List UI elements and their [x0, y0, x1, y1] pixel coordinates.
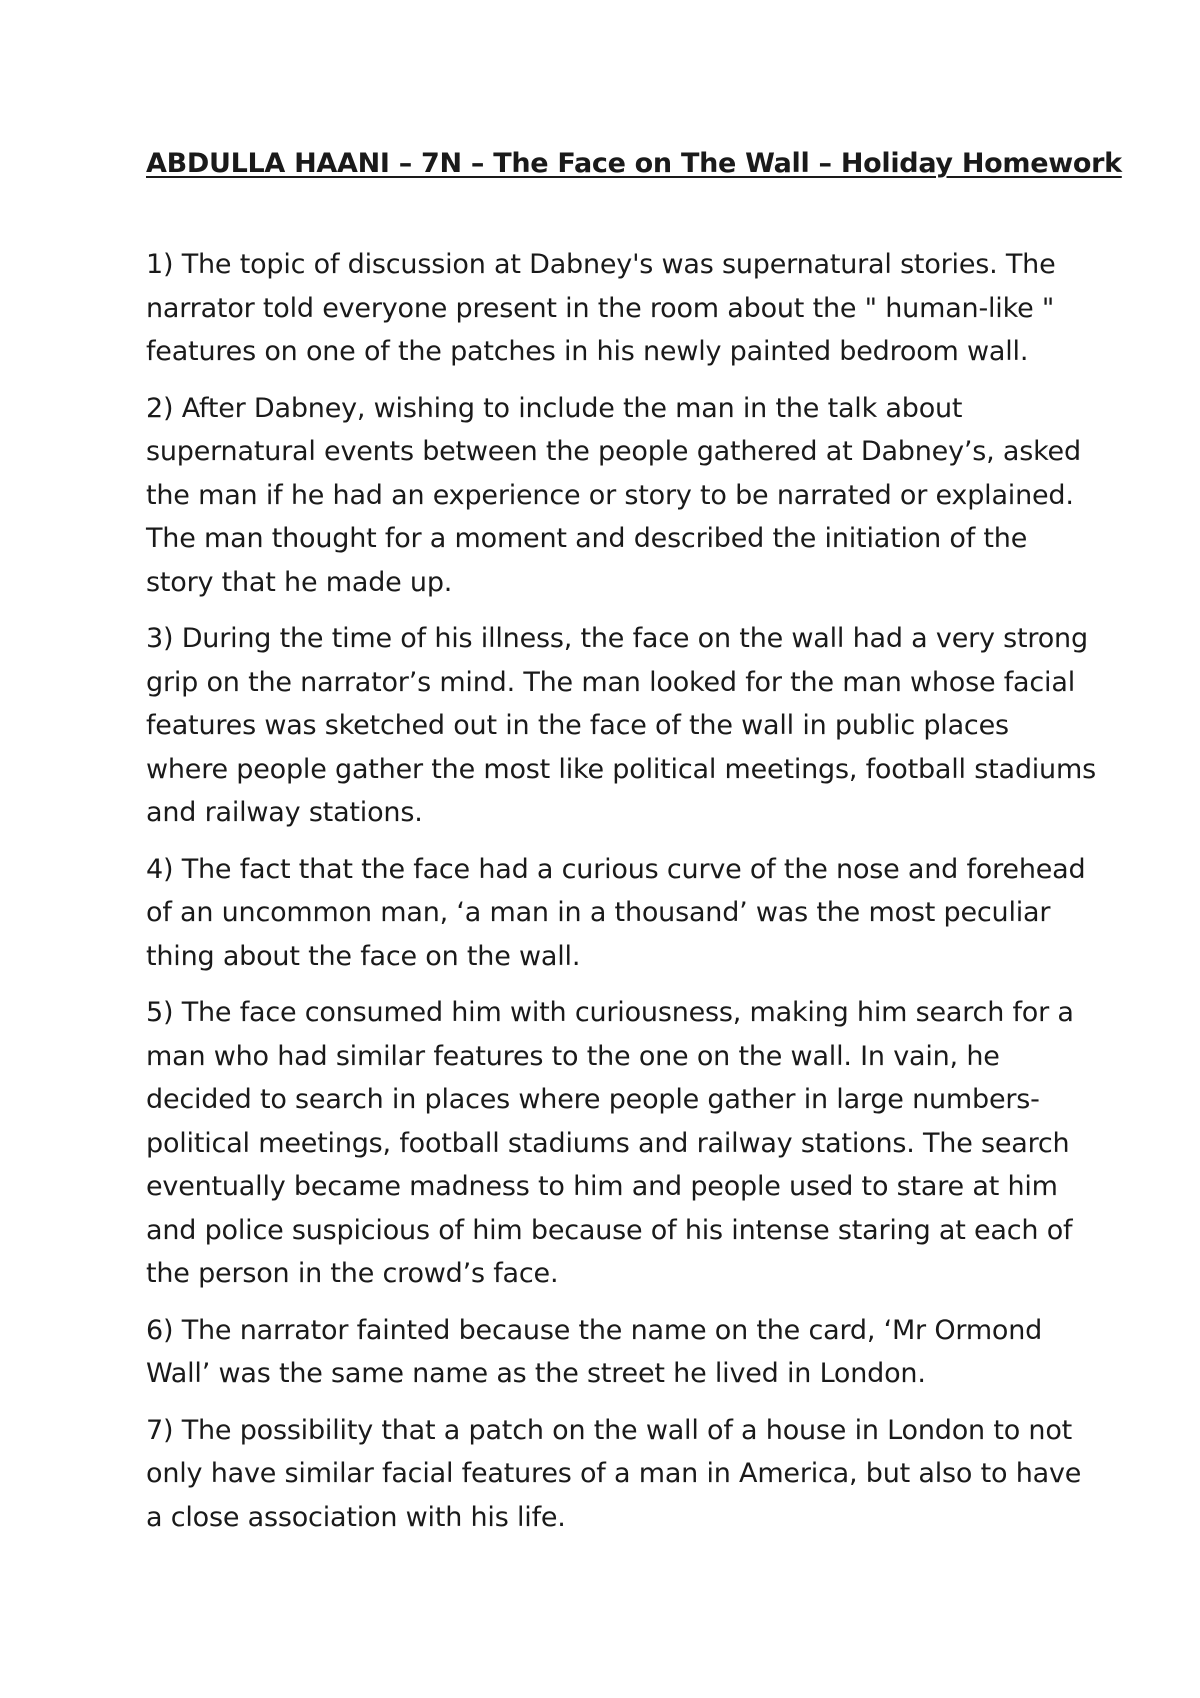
- answer-1: 1) The topic of discussion at Dabney's was supernatural stories. The narrator told everyone present in the room about the " human-like " features on one of the patches in his newly painted bedroom wall.: [146, 249, 1056, 367]
- answer-6: 6) The narrator fainted because the name on the card, ‘Mr Ormond Wall’ was the same name as the street he lived in London.: [146, 1314, 1043, 1389]
- document-page: [146, 148, 1122, 1552]
- document-title: ABDULLA HAANI – 7N – The Face on The Wall – Holiday Homework: [146, 148, 1122, 179]
- answer-5: 5) The face consumed him with curiousness, making him search for a man who had similar features to the one on the wall. In vain, he decided to search in places where people gather in large numbers-political meetings, football stadiums and railway stations. The search eventually became madness to him and people used to stare at him and police suspicious of him because of his intense staring at each of the person in the crowd’s face.: [146, 997, 1074, 1289]
- answer-4: 4) The fact that the face had a curious curve of the nose and forehead of an uncommon man, ‘a man in a thousand’ was the most peculiar thing about the face on the wall.: [146, 853, 1086, 972]
- answer-3: 3) During the time of his illness, the face on the wall had a very strong grip on the narrator’s mind. The man looked for the man whose facial features was sketched out in the face of the wall in public places where people gather the most like political meetings, football stadiums and railway stations.: [146, 623, 1096, 828]
- answer-2: 2) After Dabney, wishing to include the man in the talk about supernatural events between the people gathered at Dabney’s, asked the man if he had an experience or story to be narrated or explained. The man thought for a moment and described the initiation of the story that he made up.: [146, 392, 1081, 598]
- answer-7: 7) The possibility that a patch on the wall of a house in London to not only have similar facial features of a man in America, but also to have a close association with his life.: [146, 1414, 1082, 1533]
